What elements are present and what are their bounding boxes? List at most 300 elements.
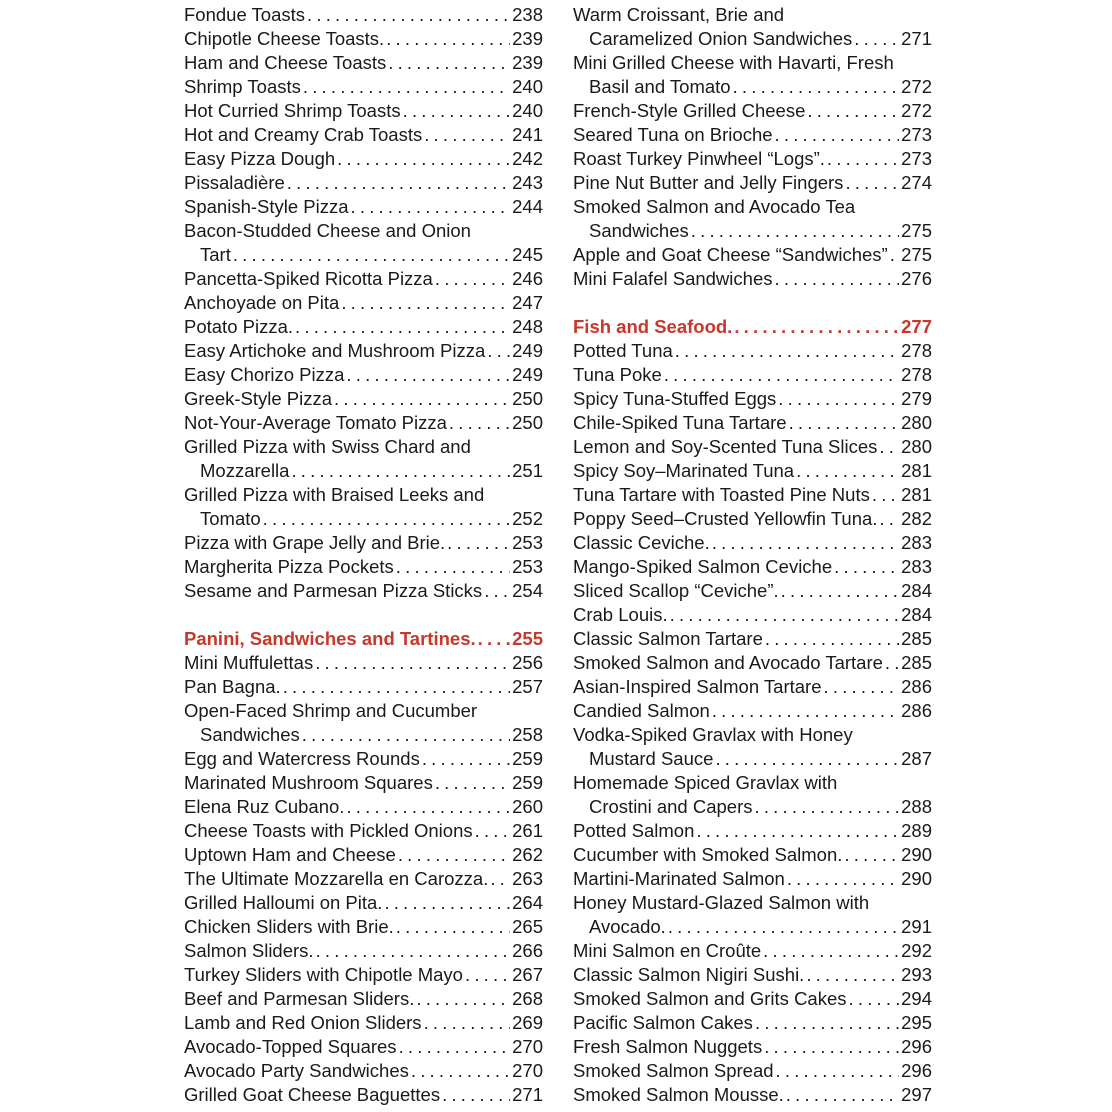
entry-title: Mini Falafel Sandwiches	[573, 268, 773, 289]
entry-line	[573, 459, 932, 483]
index-entry	[573, 267, 932, 291]
index-entry	[573, 603, 932, 627]
page-number: 244	[512, 196, 543, 217]
dot-leader	[849, 987, 900, 1011]
index-entry	[573, 387, 932, 411]
dot-leader	[765, 627, 899, 651]
entry-continuation-line	[573, 75, 932, 99]
entry-title: Chile-Spiked Tuna Tartare	[573, 412, 787, 433]
entry-title: Spanish-Style Pizza	[184, 196, 349, 217]
entry-title: Hot and Creamy Crab Toasts	[184, 124, 423, 145]
page-number: 264	[512, 892, 543, 913]
entry-continuation-line	[184, 507, 543, 531]
entry-title: Sandwiches	[589, 220, 689, 241]
page-number: 270	[512, 1060, 543, 1081]
index-entry	[573, 675, 932, 699]
page-number: 281	[901, 484, 932, 505]
entry-title: Tuna Poke	[573, 364, 662, 385]
entry-title: Classic Ceviche.	[573, 532, 710, 553]
entry-title: Potted Salmon	[573, 820, 695, 841]
dot-leader	[283, 675, 510, 699]
entry-title: Margherita Pizza Pockets	[184, 556, 394, 577]
entry-line	[573, 3, 932, 27]
index-entry	[573, 699, 932, 723]
entry-title: Egg and Watercress Rounds	[184, 748, 420, 769]
entry-title: Pissaladière	[184, 172, 285, 193]
entry-line	[184, 99, 543, 123]
dot-leader	[416, 987, 510, 1011]
dot-leader	[879, 507, 899, 531]
index-entry	[184, 483, 543, 531]
entry-line	[184, 411, 543, 435]
dot-leader	[787, 867, 899, 891]
entry-title: Martini-Marinated Salmon	[573, 868, 785, 889]
entry-line	[573, 411, 932, 435]
entry-title: Smoked Salmon and Avocado Tea	[573, 196, 856, 217]
dot-leader	[316, 939, 511, 963]
page-number: 290	[901, 868, 932, 889]
entry-line	[184, 291, 543, 315]
index-entry	[184, 315, 543, 339]
entry-title: Grilled Halloumi on Pita.	[184, 892, 383, 913]
index-entry	[573, 3, 932, 51]
dot-leader	[287, 171, 510, 195]
dot-leader	[303, 75, 510, 99]
page-number: 247	[512, 292, 543, 313]
page-number: 283	[901, 556, 932, 577]
entry-title: Cheese Toasts with Pickled Onions	[184, 820, 473, 841]
entry-title: Greek-Style Pizza	[184, 388, 333, 409]
dot-leader	[484, 579, 510, 603]
entry-title: Pine Nut Butter and Jelly Fingers	[573, 172, 844, 193]
page-number: 254	[512, 580, 543, 601]
index-entry	[573, 123, 932, 147]
index-entry	[184, 387, 543, 411]
entry-line	[184, 579, 543, 603]
page-number: 287	[901, 748, 932, 769]
index-entry	[573, 939, 932, 963]
entry-title: Spicy Soy–Marinated Tuna	[573, 460, 795, 481]
index-entry	[573, 627, 932, 651]
entry-title: Sesame and Parmesan Pizza Sticks	[184, 580, 483, 601]
entry-line	[573, 987, 932, 1011]
entry-title: Smoked Salmon and Avocado Tartare	[573, 652, 883, 673]
dot-leader	[712, 699, 899, 723]
entry-title: Classic Salmon Tartare	[573, 628, 763, 649]
page-number: 278	[901, 340, 932, 361]
entry-title: Hot Curried Shrimp Toasts	[184, 100, 401, 121]
entry-line	[573, 651, 932, 675]
entry-title: Avocado Party Sandwiches	[184, 1060, 409, 1081]
page-number: 259	[512, 772, 543, 793]
entry-line	[573, 147, 932, 171]
entry-line	[184, 219, 543, 243]
entry-continuation-line	[184, 459, 543, 483]
dot-leader	[424, 123, 510, 147]
dot-leader	[475, 819, 511, 843]
entry-line	[184, 483, 543, 507]
page-number: 290	[901, 844, 932, 865]
entry-line	[573, 1035, 932, 1059]
entry-line	[573, 555, 932, 579]
entry-line	[184, 363, 543, 387]
entry-title: Smoked Salmon Spread	[573, 1060, 774, 1081]
index-entry	[573, 555, 932, 579]
index-entry	[184, 75, 543, 99]
entry-title: Crostini and Capers	[589, 796, 753, 817]
entry-title: Easy Artichoke and Mushroom Pizza	[184, 340, 486, 361]
dot-leader	[435, 771, 510, 795]
entry-title: Pacific Salmon Cakes	[573, 1012, 753, 1033]
page-number: 284	[901, 604, 932, 625]
entry-title: Marinated Mushroom Squares	[184, 772, 433, 793]
page-number: 271	[901, 28, 932, 49]
entry-title: Cucumber with Smoked Salmon.	[573, 844, 843, 865]
entry-continuation-line	[573, 219, 932, 243]
page-number: 286	[901, 700, 932, 721]
dot-leader	[386, 27, 510, 51]
dot-leader	[885, 651, 899, 675]
entry-title: Pizza with Grape Jelly and Brie.	[184, 532, 446, 553]
index-entry	[573, 1083, 932, 1107]
entry-title: Tomato	[200, 508, 261, 529]
section-title: Panini, Sandwiches and Tartines.	[184, 628, 476, 649]
page-number: 285	[901, 652, 932, 673]
page-number: 250	[512, 388, 543, 409]
entry-line	[573, 387, 932, 411]
entry-title: Anchoyade on Pita	[184, 292, 340, 313]
entry-title: Uptown Ham and Cheese	[184, 844, 396, 865]
entry-title: Homemade Spiced Gravlax with	[573, 772, 838, 793]
index-entry	[573, 459, 932, 483]
entry-title: Bacon-Studded Cheese and Onion	[184, 220, 471, 241]
index-entry	[573, 1011, 932, 1035]
dot-leader	[388, 51, 510, 75]
entry-title: The Ultimate Mozzarella en Carozza.	[184, 868, 489, 889]
dot-leader	[844, 843, 899, 867]
dot-leader	[424, 1011, 511, 1035]
entry-line	[184, 627, 543, 651]
entry-title: Mango-Spiked Salmon Ceviche	[573, 556, 833, 577]
entry-continuation-line	[573, 747, 932, 771]
entry-title: French-Style Grilled Cheese	[573, 100, 806, 121]
index-column-right	[573, 3, 932, 1107]
entry-line	[573, 51, 932, 75]
page-number: 263	[512, 868, 543, 889]
index-entry	[184, 651, 543, 675]
index-entry	[573, 963, 932, 987]
entry-line	[184, 771, 543, 795]
entry-line	[184, 195, 543, 219]
dot-leader	[786, 1083, 899, 1107]
index-entry	[184, 219, 543, 267]
dot-leader	[834, 555, 899, 579]
index-entry	[573, 507, 932, 531]
index-entry	[184, 171, 543, 195]
index-entry	[573, 99, 932, 123]
entry-title: Vodka-Spiked Gravlax with Honey	[573, 724, 853, 745]
entry-line	[184, 147, 543, 171]
entry-line	[573, 483, 932, 507]
page-number: 251	[512, 460, 543, 481]
dot-leader	[233, 243, 510, 267]
dot-leader	[442, 1083, 510, 1107]
index-entry	[184, 339, 543, 363]
entry-line	[184, 747, 543, 771]
page-number: 273	[901, 124, 932, 145]
index-entry	[184, 1011, 543, 1035]
page-number: 240	[512, 76, 543, 97]
entry-line	[573, 1011, 932, 1035]
page-number: 243	[512, 172, 543, 193]
entry-title: Mini Salmon en Croûte	[573, 940, 762, 961]
dot-leader	[778, 387, 899, 411]
entry-line	[184, 75, 543, 99]
entry-line	[184, 939, 543, 963]
page-number: 276	[901, 268, 932, 289]
entry-line	[573, 579, 932, 603]
page-number: 289	[901, 820, 932, 841]
dot-leader	[411, 1059, 510, 1083]
entry-title: Tuna Tartare with Toasted Pine Nuts	[573, 484, 870, 505]
entry-title: Warm Croissant, Brie and	[573, 4, 785, 25]
index-entry	[184, 51, 543, 75]
entry-title: Not-Your-Average Tomato Pizza	[184, 412, 447, 433]
entry-title: Mustard Sauce	[589, 748, 714, 769]
entry-line	[573, 1083, 932, 1107]
dot-leader	[691, 219, 899, 243]
entry-line	[184, 267, 543, 291]
index-entry	[573, 579, 932, 603]
entry-line	[573, 699, 932, 723]
index-entry	[184, 291, 543, 315]
entry-line	[573, 963, 932, 987]
dot-leader	[291, 459, 510, 483]
entry-title: Mini Muffulettas	[184, 652, 314, 673]
entry-line	[573, 771, 932, 795]
index-entry	[184, 867, 543, 891]
dot-leader	[346, 363, 510, 387]
page-number: 280	[901, 412, 932, 433]
dot-leader	[341, 291, 510, 315]
entry-line	[184, 867, 543, 891]
entry-line	[184, 171, 543, 195]
section-heading	[573, 315, 932, 339]
page-number: 286	[901, 676, 932, 697]
entry-line	[573, 1059, 932, 1083]
entry-line	[184, 531, 543, 555]
dot-leader	[351, 195, 511, 219]
entry-title: Classic Salmon Nigiri Sushi.	[573, 964, 805, 985]
page-number: 248	[512, 316, 543, 337]
entry-line	[573, 267, 932, 291]
index-entry	[184, 939, 543, 963]
index-entry	[184, 795, 543, 819]
entry-line	[573, 627, 932, 651]
index-entry	[184, 699, 543, 747]
entry-title: Easy Chorizo Pizza	[184, 364, 345, 385]
dot-leader	[334, 387, 510, 411]
entry-line	[573, 675, 932, 699]
page-number: 275	[901, 220, 932, 241]
dot-leader	[879, 435, 899, 459]
entry-line	[184, 1011, 543, 1035]
dot-leader	[435, 267, 510, 291]
page-number: 253	[512, 556, 543, 577]
index-entry	[184, 1083, 543, 1107]
index-entry	[573, 195, 932, 243]
entry-title: Basil and Tomato	[589, 76, 731, 97]
entry-line	[184, 843, 543, 867]
entry-continuation-line	[573, 915, 932, 939]
page-number: 256	[512, 652, 543, 673]
dot-leader	[398, 843, 510, 867]
index-entry	[184, 147, 543, 171]
dot-leader	[487, 339, 510, 363]
page-number: 249	[512, 364, 543, 385]
dot-leader	[763, 939, 899, 963]
page-number: 291	[901, 916, 932, 937]
index-entry	[184, 435, 543, 483]
entry-line	[184, 819, 543, 843]
index-entry	[573, 843, 932, 867]
entry-line	[573, 603, 932, 627]
entry-title: Fondue Toasts	[184, 4, 306, 25]
dot-leader	[664, 363, 899, 387]
page-number: 253	[512, 532, 543, 553]
entry-continuation-line	[184, 723, 543, 747]
entry-title: Smoked Salmon and Grits Cakes	[573, 988, 847, 1009]
page-number: 240	[512, 100, 543, 121]
entry-line	[184, 339, 543, 363]
entry-title: Ham and Cheese Toasts	[184, 52, 387, 73]
entry-title: Lemon and Soy-Scented Tuna Slices	[573, 436, 878, 457]
page-number: 249	[512, 340, 543, 361]
index-column-left	[184, 3, 543, 1107]
index-entry	[573, 435, 932, 459]
entry-title: Caramelized Onion Sandwiches	[589, 28, 853, 49]
entry-line	[573, 315, 932, 339]
page-number: 278	[901, 364, 932, 385]
entry-line	[573, 867, 932, 891]
index-entry	[184, 267, 543, 291]
entry-line	[573, 531, 932, 555]
entry-line	[573, 243, 932, 267]
entry-title: Pan Bagna.	[184, 676, 281, 697]
entry-title: Fresh Salmon Nuggets	[573, 1036, 763, 1057]
dot-leader	[755, 1011, 899, 1035]
entry-title: Sliced Scallop “Ceviche”.	[573, 580, 779, 601]
page-number: 288	[901, 796, 932, 817]
page-number: 279	[901, 388, 932, 409]
index-entry	[184, 363, 543, 387]
page-number: 242	[512, 148, 543, 169]
dot-leader	[775, 123, 900, 147]
dot-leader	[807, 99, 899, 123]
index-entry	[184, 1059, 543, 1083]
section-spacer	[573, 291, 932, 315]
page-number: 271	[512, 1084, 543, 1105]
section-spacer	[184, 603, 543, 627]
index-entry	[573, 363, 932, 387]
page-number: 250	[512, 412, 543, 433]
dot-leader	[715, 747, 899, 771]
dot-leader	[734, 315, 899, 339]
index-entry	[573, 771, 932, 819]
entry-line	[573, 843, 932, 867]
entry-title: Roast Turkey Pinwheel “Logs”.	[573, 148, 825, 169]
entry-continuation-line	[573, 27, 932, 51]
dot-leader	[696, 819, 899, 843]
entry-line	[184, 387, 543, 411]
entry-line	[573, 123, 932, 147]
page-number: 245	[512, 244, 543, 265]
entry-line	[573, 723, 932, 747]
page-number: 281	[901, 460, 932, 481]
dot-leader	[733, 75, 900, 99]
index-entry	[573, 723, 932, 771]
index-entry	[573, 51, 932, 99]
entry-line	[184, 3, 543, 27]
index-entry	[573, 819, 932, 843]
entry-line	[184, 891, 543, 915]
page-number: 266	[512, 940, 543, 961]
entry-title: Seared Tuna on Brioche	[573, 124, 773, 145]
entry-title: Asian-Inspired Salmon Tartare	[573, 676, 822, 697]
dot-leader	[337, 147, 510, 171]
page-number: 277	[901, 316, 932, 337]
dot-leader	[845, 171, 899, 195]
dot-leader	[872, 483, 899, 507]
dot-leader	[302, 723, 510, 747]
index-entry	[573, 147, 932, 171]
entry-continuation-line	[573, 795, 932, 819]
index-entry	[184, 771, 543, 795]
index-entry	[184, 579, 543, 603]
page-number: 246	[512, 268, 543, 289]
page-number: 282	[901, 508, 932, 529]
page-number: 259	[512, 748, 543, 769]
entry-line	[184, 675, 543, 699]
index-entry	[184, 963, 543, 987]
index-entry	[184, 987, 543, 1011]
entry-title: Chicken Sliders with Brie.	[184, 916, 394, 937]
entry-title: Beef and Parmesan Sliders.	[184, 988, 415, 1009]
page-number: 268	[512, 988, 543, 1009]
dot-leader	[776, 1059, 900, 1083]
dot-leader	[824, 675, 900, 699]
entry-title: Avocado-Topped Squares	[184, 1036, 397, 1057]
index-entry	[184, 99, 543, 123]
entry-title: Turkey Sliders with Chipotle Mayo	[184, 964, 463, 985]
index-entry	[184, 843, 543, 867]
entry-title: Avocado.	[589, 916, 666, 937]
page-number: 272	[901, 76, 932, 97]
page-number: 270	[512, 1036, 543, 1057]
entry-continuation-line	[184, 243, 543, 267]
dot-leader	[449, 411, 510, 435]
entry-title: Chipotle Cheese Toasts.	[184, 28, 385, 49]
dot-leader	[774, 267, 899, 291]
entry-line	[184, 51, 543, 75]
page-number: 272	[901, 100, 932, 121]
entry-line	[573, 195, 932, 219]
index-entry	[184, 195, 543, 219]
entry-title: Crab Louis.	[573, 604, 668, 625]
entry-line	[573, 363, 932, 387]
dot-leader	[422, 747, 510, 771]
entry-title: Apple and Goat Cheese “Sandwiches”	[573, 244, 888, 265]
